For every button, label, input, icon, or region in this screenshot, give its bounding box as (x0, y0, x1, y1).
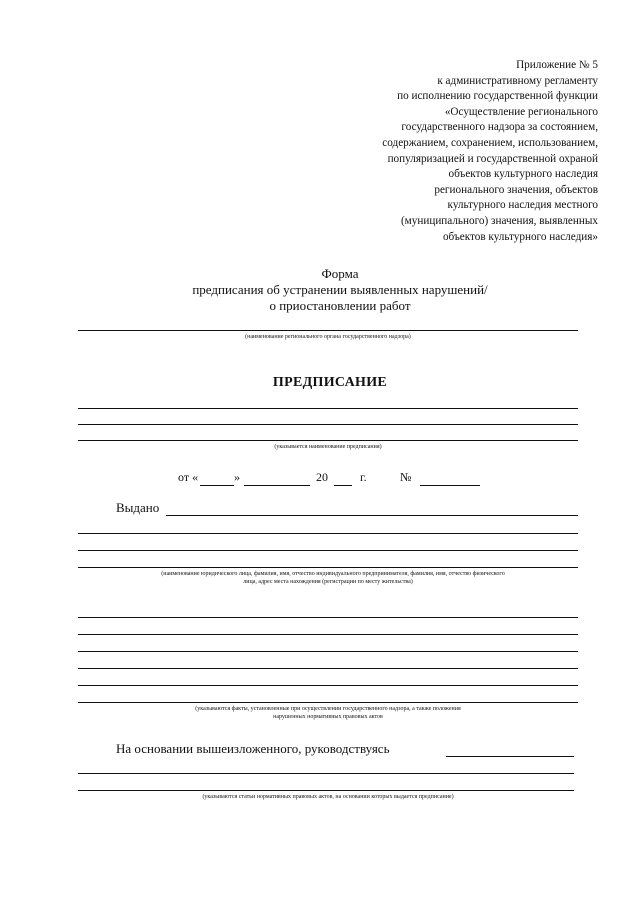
document-title: ПРЕДПИСАНИЕ (272, 375, 388, 390)
basis-line[interactable] (78, 790, 574, 791)
agency-name-field[interactable] (78, 330, 578, 331)
number-field[interactable] (420, 485, 480, 486)
appendix-line: культурного наследия местного (447, 199, 598, 212)
facts-line[interactable] (78, 685, 578, 686)
appendix-line: по исполнению государственной функции (397, 90, 598, 103)
appendix-line: к административному регламенту (437, 74, 598, 87)
agency-caption: (наименование регионального органа государственного надзора) (245, 334, 411, 340)
month-field[interactable] (244, 485, 310, 486)
appendix-line: объектов культурного наследия» (442, 230, 598, 243)
issued-to-line[interactable] (78, 533, 578, 534)
form-title-line-2: предписания об устранении выявленных нарушений/ (192, 282, 488, 297)
order-name-caption: (указывается наименование предписания) (274, 444, 382, 450)
appendix-line: популяризацией и государственной охраной (387, 152, 598, 165)
facts-line[interactable] (78, 702, 578, 703)
order-name-line[interactable] (78, 408, 578, 409)
facts-line[interactable] (78, 668, 578, 669)
number-label: № (400, 470, 412, 484)
year-prefix: 20 (316, 470, 328, 484)
day-field[interactable] (200, 485, 234, 486)
form-title (0, 266, 640, 314)
basis-caption: (указываются статьи нормативных правовых актов, на основании которых выдается предписание) (202, 794, 454, 800)
basis-label: На основании вышеизложенного, руководствуясь (116, 741, 390, 756)
appendix-line: (муниципального) значения, выявленных (400, 214, 598, 227)
appendix-line: «Осуществление регионального (444, 105, 598, 118)
appendix-line: Приложение № 5 (516, 59, 598, 71)
facts-caption-1: (указываются факты, установленные при осуществлении государственного надзора, а также положения (195, 706, 461, 712)
recipient-caption-1: (наименование юридического лица, фамилия, имя, отчество индивидуального предпринимателя, фамилия, имя, отчество физического (161, 571, 505, 577)
year-suffix: г. (360, 470, 367, 484)
year-field[interactable] (334, 485, 352, 486)
date-close-quote: » (234, 470, 240, 484)
facts-line[interactable] (78, 634, 578, 635)
issued-to-line[interactable] (78, 550, 578, 551)
form-title-line-3: о приостановлении работ (269, 298, 411, 313)
date-from-label: от « (178, 470, 199, 484)
issued-to-field[interactable] (166, 515, 578, 516)
appendix-line: государственного надзора за состоянием, (401, 121, 598, 134)
appendix-line: объектов культурного наследия (448, 168, 598, 181)
recipient-caption-2: лица, адрес места нахождения (регистрации по месту жительства) (243, 579, 413, 585)
appendix-line: регионального значения, объектов (434, 183, 598, 196)
appendix-header (298, 58, 598, 245)
facts-caption-2: нарушенных нормативных правовых актов (273, 714, 383, 720)
issued-label: Выдано (116, 500, 160, 515)
basis-field[interactable] (446, 756, 574, 757)
order-name-line[interactable] (78, 424, 578, 425)
basis-line[interactable] (78, 773, 574, 774)
order-name-line[interactable] (78, 440, 578, 441)
facts-line[interactable] (78, 651, 578, 652)
issued-to-line[interactable] (78, 567, 578, 568)
form-title-line-1: Форма (321, 266, 359, 281)
facts-line[interactable] (78, 617, 578, 618)
appendix-line: содержанием, сохранением, использованием, (382, 136, 598, 149)
